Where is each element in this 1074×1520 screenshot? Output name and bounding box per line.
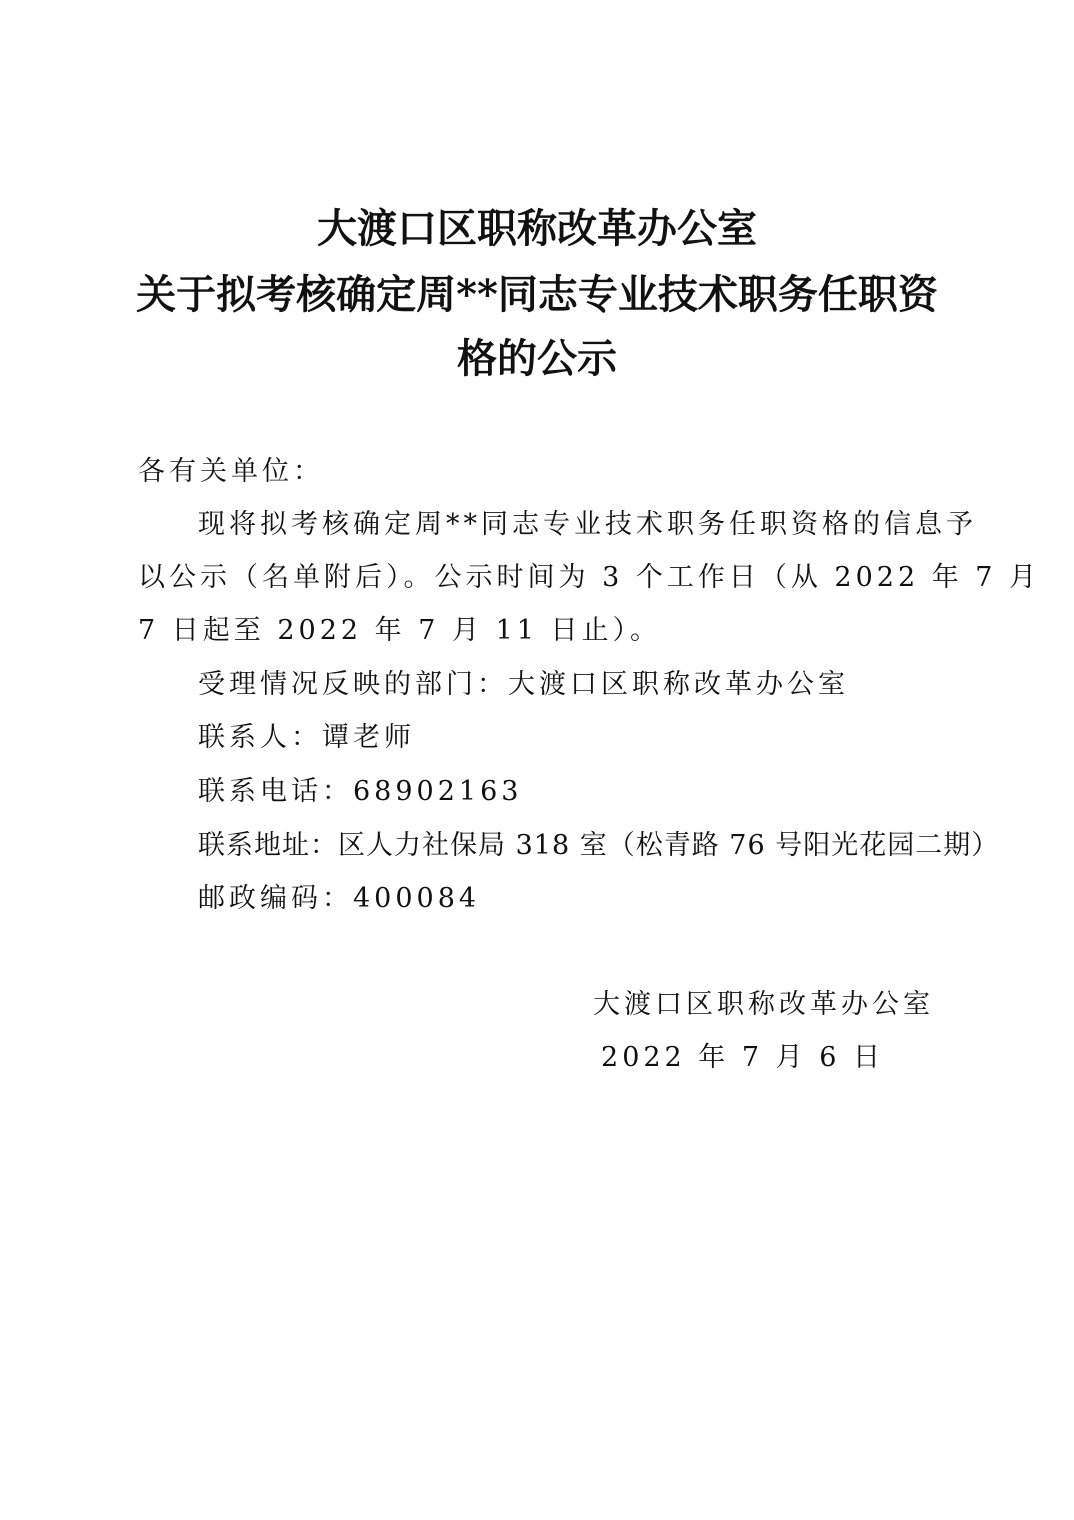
document-title-line-2: 关于拟考核确定周**同志专业技术职务任职资 [136, 271, 938, 318]
postal-code: 邮政编码：400084 [198, 883, 481, 914]
signature-date: 2022 年 7 月 6 日 [601, 1042, 884, 1073]
contact-phone: 联系电话：68902163 [198, 776, 523, 807]
notice-paragraph-line-1: 现将拟考核确定周**同志专业技术职务任职资格的信息予 [198, 509, 977, 540]
document-title-line-3: 格的公示 [457, 335, 617, 382]
notice-paragraph-line-2: 以公示（名单附后）。公示时间为 3 个工作日（从 2022 年 7 月 [138, 562, 1041, 593]
signature-organization: 大渡口区职称改革办公室 [593, 989, 934, 1020]
feedback-department: 受理情况反映的部门：大渡口区职称改革办公室 [198, 669, 849, 700]
contact-person: 联系人：谭老师 [198, 722, 415, 753]
document-title-line-1: 大渡口区职称改革办公室 [317, 205, 757, 252]
contact-address: 联系地址：区人力社保局 318 室（松青路 76 号阳光花园二期） [198, 830, 1000, 861]
salutation: 各有关单位： [138, 456, 324, 487]
notice-paragraph-line-3: 7 日起至 2022 年 7 月 11 日止）。 [138, 615, 662, 646]
